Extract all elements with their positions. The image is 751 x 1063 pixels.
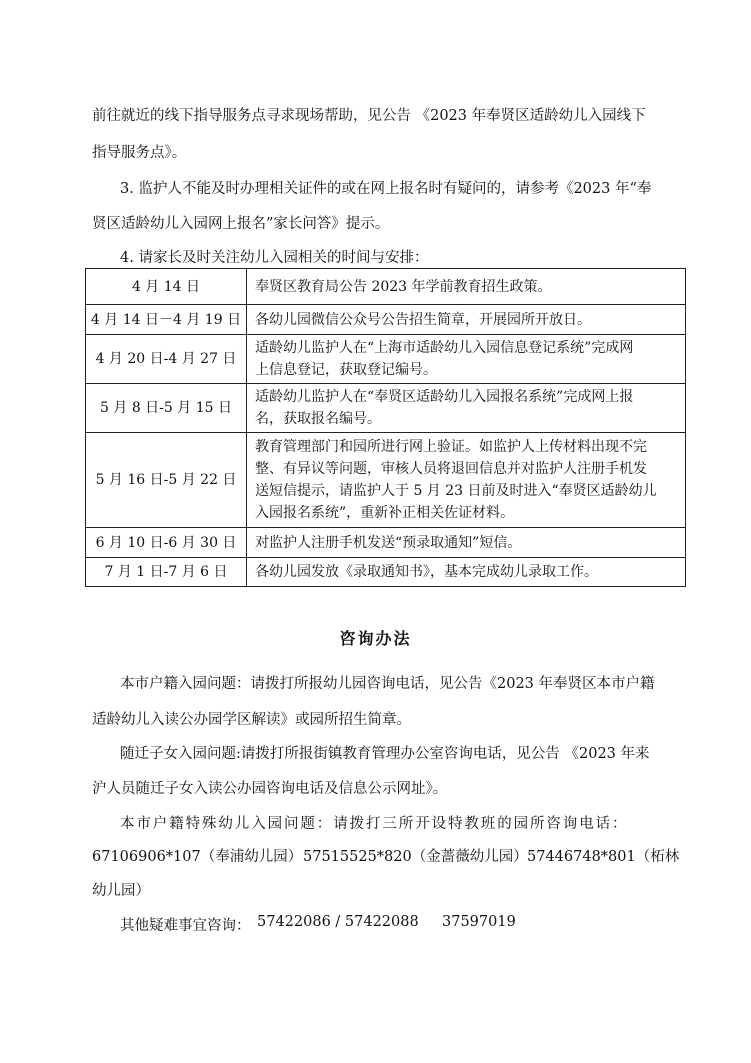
schedule-description: 适龄幼儿监护人在“奉贤区适龄幼儿入园报名系统”完成网上报 名，获取报名编号。: [247, 384, 686, 433]
schedule-date: 5 月 8 日-5 月 15 日: [86, 384, 247, 433]
schedule-date: 7 月 1 日-7 月 6 日: [86, 558, 247, 587]
consult-heading: 咨询办法: [339, 629, 412, 648]
consult-special-line-3: 幼儿园）: [92, 883, 150, 899]
consult-local-line-2: 适龄幼儿入读公办园学区解读》或园所招生简章。: [92, 712, 411, 728]
intro-paragraph-2-line-1: 3. 监护人不能及时办理相关证件的或在网上报名时有疑问的，请参考《2023 年“奉: [120, 181, 652, 197]
schedule-date: 4 月 14 日: [86, 269, 247, 305]
consult-migrant-line-1: 随迁子女入园问题:请拨打所报街镇教育管理办公室咨询电话，见公告 《2023 年来: [120, 746, 650, 762]
consult-special-phone-1: 67106906*107（奉浦幼儿园）: [92, 849, 303, 865]
schedule-description: 适龄幼儿监护人在“上海市适龄幼儿入园信息登记系统”完成网 上信息登记，获取登记编号。: [247, 335, 686, 384]
schedule-date: 4 月 14 日－4 月 19 日: [86, 305, 247, 335]
consult-other-label: 其他疑难事宜咨询：: [120, 918, 251, 934]
consult-special-line-1: 本市户籍特殊幼儿入园问题：请拨打三所开设特教班的园所咨询电话：: [120, 816, 629, 832]
consult-migrant-line-2: 沪人员随迁子女入读公办园咨询电话及信息公示网址》。: [92, 781, 448, 797]
table-row: [86, 558, 686, 587]
table-row: [86, 269, 686, 305]
consult-special-phone-2: 57515525*820（金蔷薇幼儿园）: [303, 849, 528, 865]
schedule-date: 6 月 10 日-6 月 30 日: [86, 528, 247, 558]
consult-local-line-1: 本市户籍入园问题：请拨打所报幼儿园咨询电话，见公告《2023 年奉贤区本市户籍: [120, 676, 655, 692]
table-row: [86, 528, 686, 558]
consult-other-phone-3: 37597019: [442, 914, 516, 930]
table-row: [86, 335, 686, 384]
table-row: [86, 305, 686, 335]
consult-special-phone-3: 57446748*801（柘林: [527, 849, 680, 865]
intro-paragraph-1-line-2: 指导服务点》。: [92, 145, 187, 161]
schedule-date: 4 月 20 日-4 月 27 日: [86, 335, 247, 384]
intro-paragraph-1-line-1: 前往就近的线下指导服务点寻求现场帮助，见公告 《2023 年奉贤区适龄幼儿入园线下: [92, 108, 646, 124]
consult-other-phones: 57422086 / 57422088: [257, 914, 419, 930]
table-row: [86, 384, 686, 433]
schedule-description: 对监护人注册手机发送“预录取通知”短信。: [247, 528, 686, 558]
intro-paragraph-2-line-2: 贤区适龄幼儿入园网上报名”家长问答》提示。: [92, 216, 390, 232]
table-row: [86, 433, 686, 528]
schedule-description: 奉贤区教育局公告 2023 年学前教育招生政策。: [247, 269, 686, 305]
schedule-description: 各幼儿园微信公众号公告招生简章，开展园所开放日。: [247, 305, 686, 335]
schedule-description: 教育管理部门和园所进行网上验证。如监护人上传材料出现不完 整、有异议等问题，审核人员将退回信息并对监护人注册手机发 送短信提示，请监护人于 5 月 23 日前及时进入“奉贤区适龄幼儿 入园报名系统”，重新补正相关佐证材料。: [247, 433, 686, 528]
schedule-table: [85, 268, 686, 587]
schedule-date: 5 月 16 日-5 月 22 日: [86, 433, 247, 528]
schedule-description: 各幼儿园发放《录取通知书》，基本完成幼儿录取工作。: [247, 558, 686, 587]
intro-paragraph-3: 4. 请家长及时关注幼儿入园相关的时间与安排：: [120, 250, 429, 266]
